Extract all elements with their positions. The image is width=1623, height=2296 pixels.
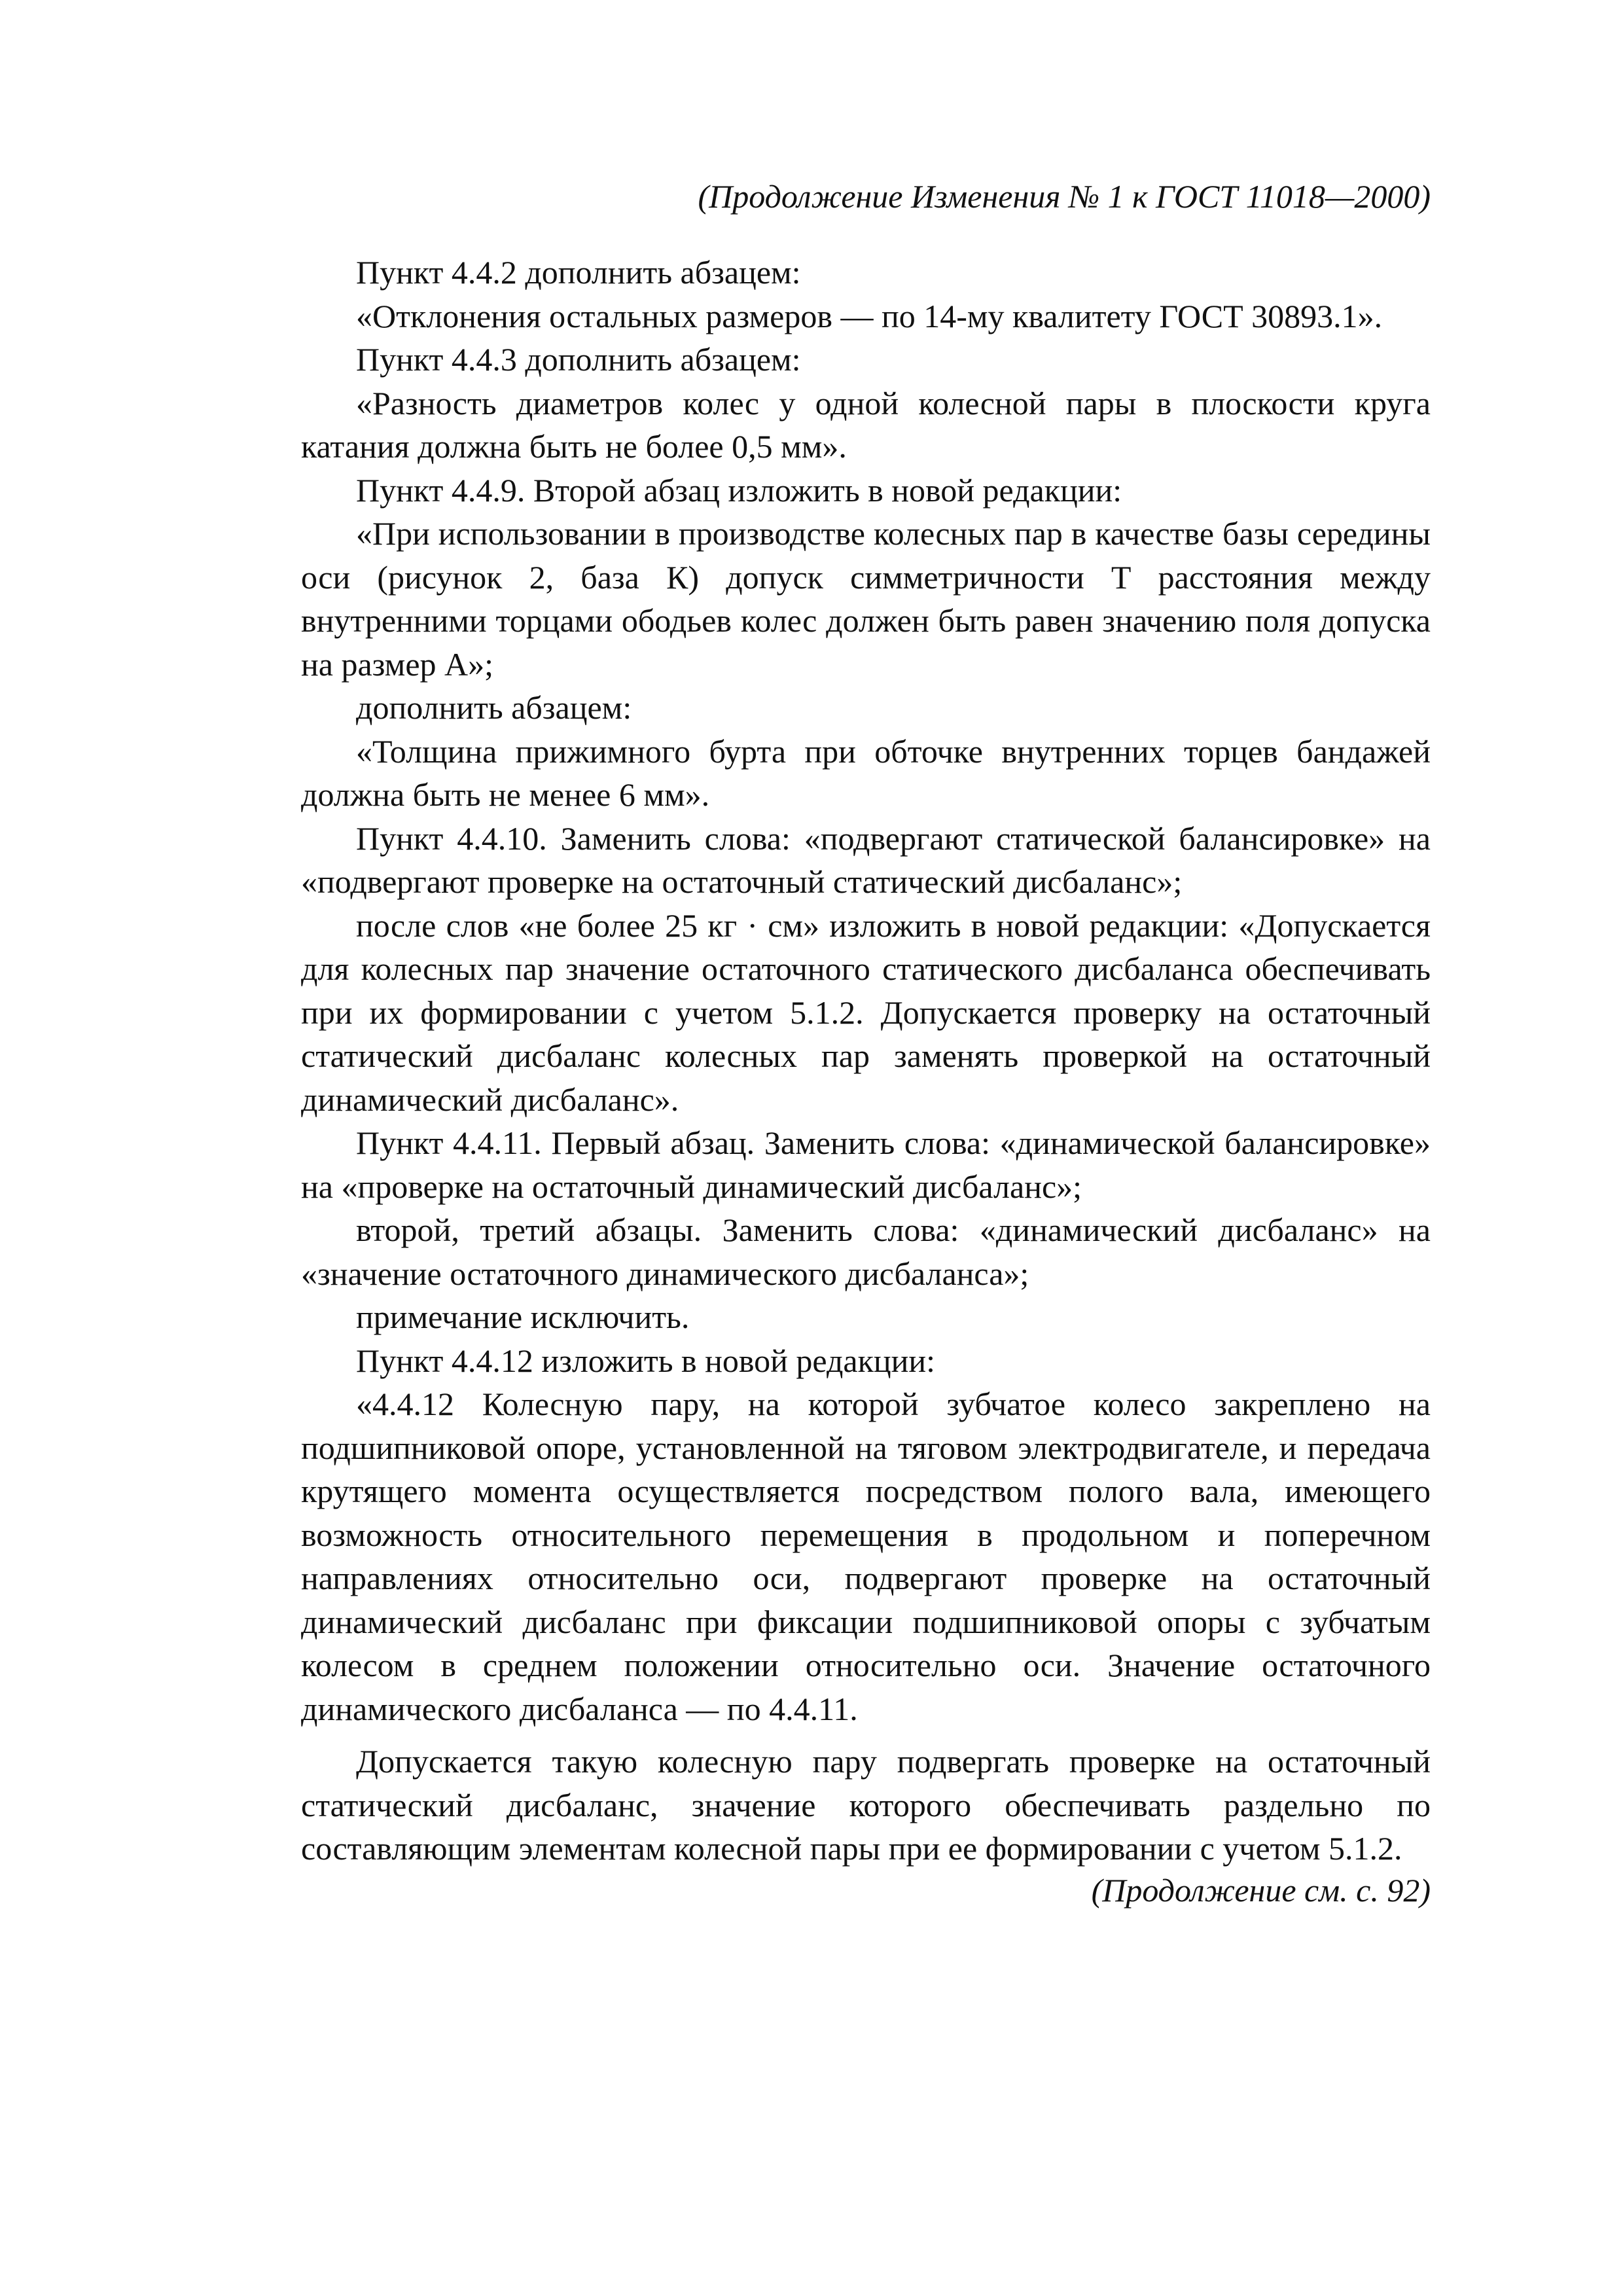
- paragraph: дополнить абзацем:: [356, 689, 632, 726]
- paragraph: Пункт 4.4.2 дополнить абзацем:: [356, 254, 801, 291]
- paragraph: «При использовании в производстве колесных пар в качестве базы середины оси (рисунок 2, база К) допуск симметричности Т расстояния между внутренними торцами ободьев колес должен быть равен значению поля допуска на размер А»;: [301, 515, 1431, 683]
- paragraph: «4.4.12 Колесную пару, на которой зубчатое колесо закреплено на подшипниковой опоре, установленной на тяговом электродвигателе, и передача крутящего момента осуществляется посредством полого вала, имеющего возможность относительного перемещения в продольном и поперечном направлениях относительно оси, подвергают проверке на остаточный динамический дисбаланс при фиксации подшипниковой опоры с зубчатым колесом в среднем положении относительно оси. Значение остаточного динамического дисбаланса — по 4.4.11.: [301, 1386, 1431, 1727]
- paragraph: Допускается такую колесную пару подвергать проверке на остаточный статический дисбаланс, значение которого обеспечивать раздельно по составляющим элементам колесной пары при ее формировании с учетом 5.1.2.: [301, 1743, 1431, 1867]
- continuation-footer: (Продолжение см. с. 92): [1091, 1872, 1431, 1909]
- paragraph: «Разность диаметров колес у одной колесной пары в плоскости круга катания должна быть не более 0,5 мм».: [301, 384, 1431, 465]
- paragraph: «Отклонения остальных размеров — по 14-му квалитету ГОСТ 30893.1».: [356, 297, 1383, 334]
- continuation-header: (Продолжение Изменения № 1 к ГОСТ 11018—2000): [698, 178, 1431, 215]
- body-text: [301, 251, 1431, 1871]
- paragraph: второй, третий абзацы. Заменить слова: «динамический дисбаланс» на «значение остаточного динамического дисбаланса»;: [301, 1211, 1431, 1292]
- paragraph: Пункт 4.4.10. Заменить слова: «подвергают статической балансировке» на «подвергают проверке на остаточный статический дисбаланс»;: [301, 819, 1431, 900]
- paragraph: Пункт 4.4.9. Второй абзац изложить в новой редакции:: [356, 471, 1122, 509]
- paragraph: Пункт 4.4.12 изложить в новой редакции:: [356, 1342, 936, 1379]
- paragraph: Пункт 4.4.11. Первый абзац. Заменить слова: «динамической балансировке» на «проверке на остаточный динамический дисбаланс»;: [301, 1124, 1431, 1205]
- paragraph: после слов «не более 25 кг · см» изложить в новой редакции: «Допускается для колесных пар значение остаточного статического дисбаланса обеспечивать при их формировании с учетом 5.1.2. Допускается проверку на остаточный статический дисбаланс колесных пар заменять проверкой на остаточный динамический дисбаланс».: [301, 906, 1431, 1118]
- paragraph: «Толщина прижимного бурта при обточке внутренних торцев бандажей должна быть не менее 6 мм».: [301, 732, 1431, 813]
- paragraph: примечание исключить.: [356, 1299, 690, 1335]
- paragraph: Пункт 4.4.3 дополнить абзацем:: [356, 341, 801, 378]
